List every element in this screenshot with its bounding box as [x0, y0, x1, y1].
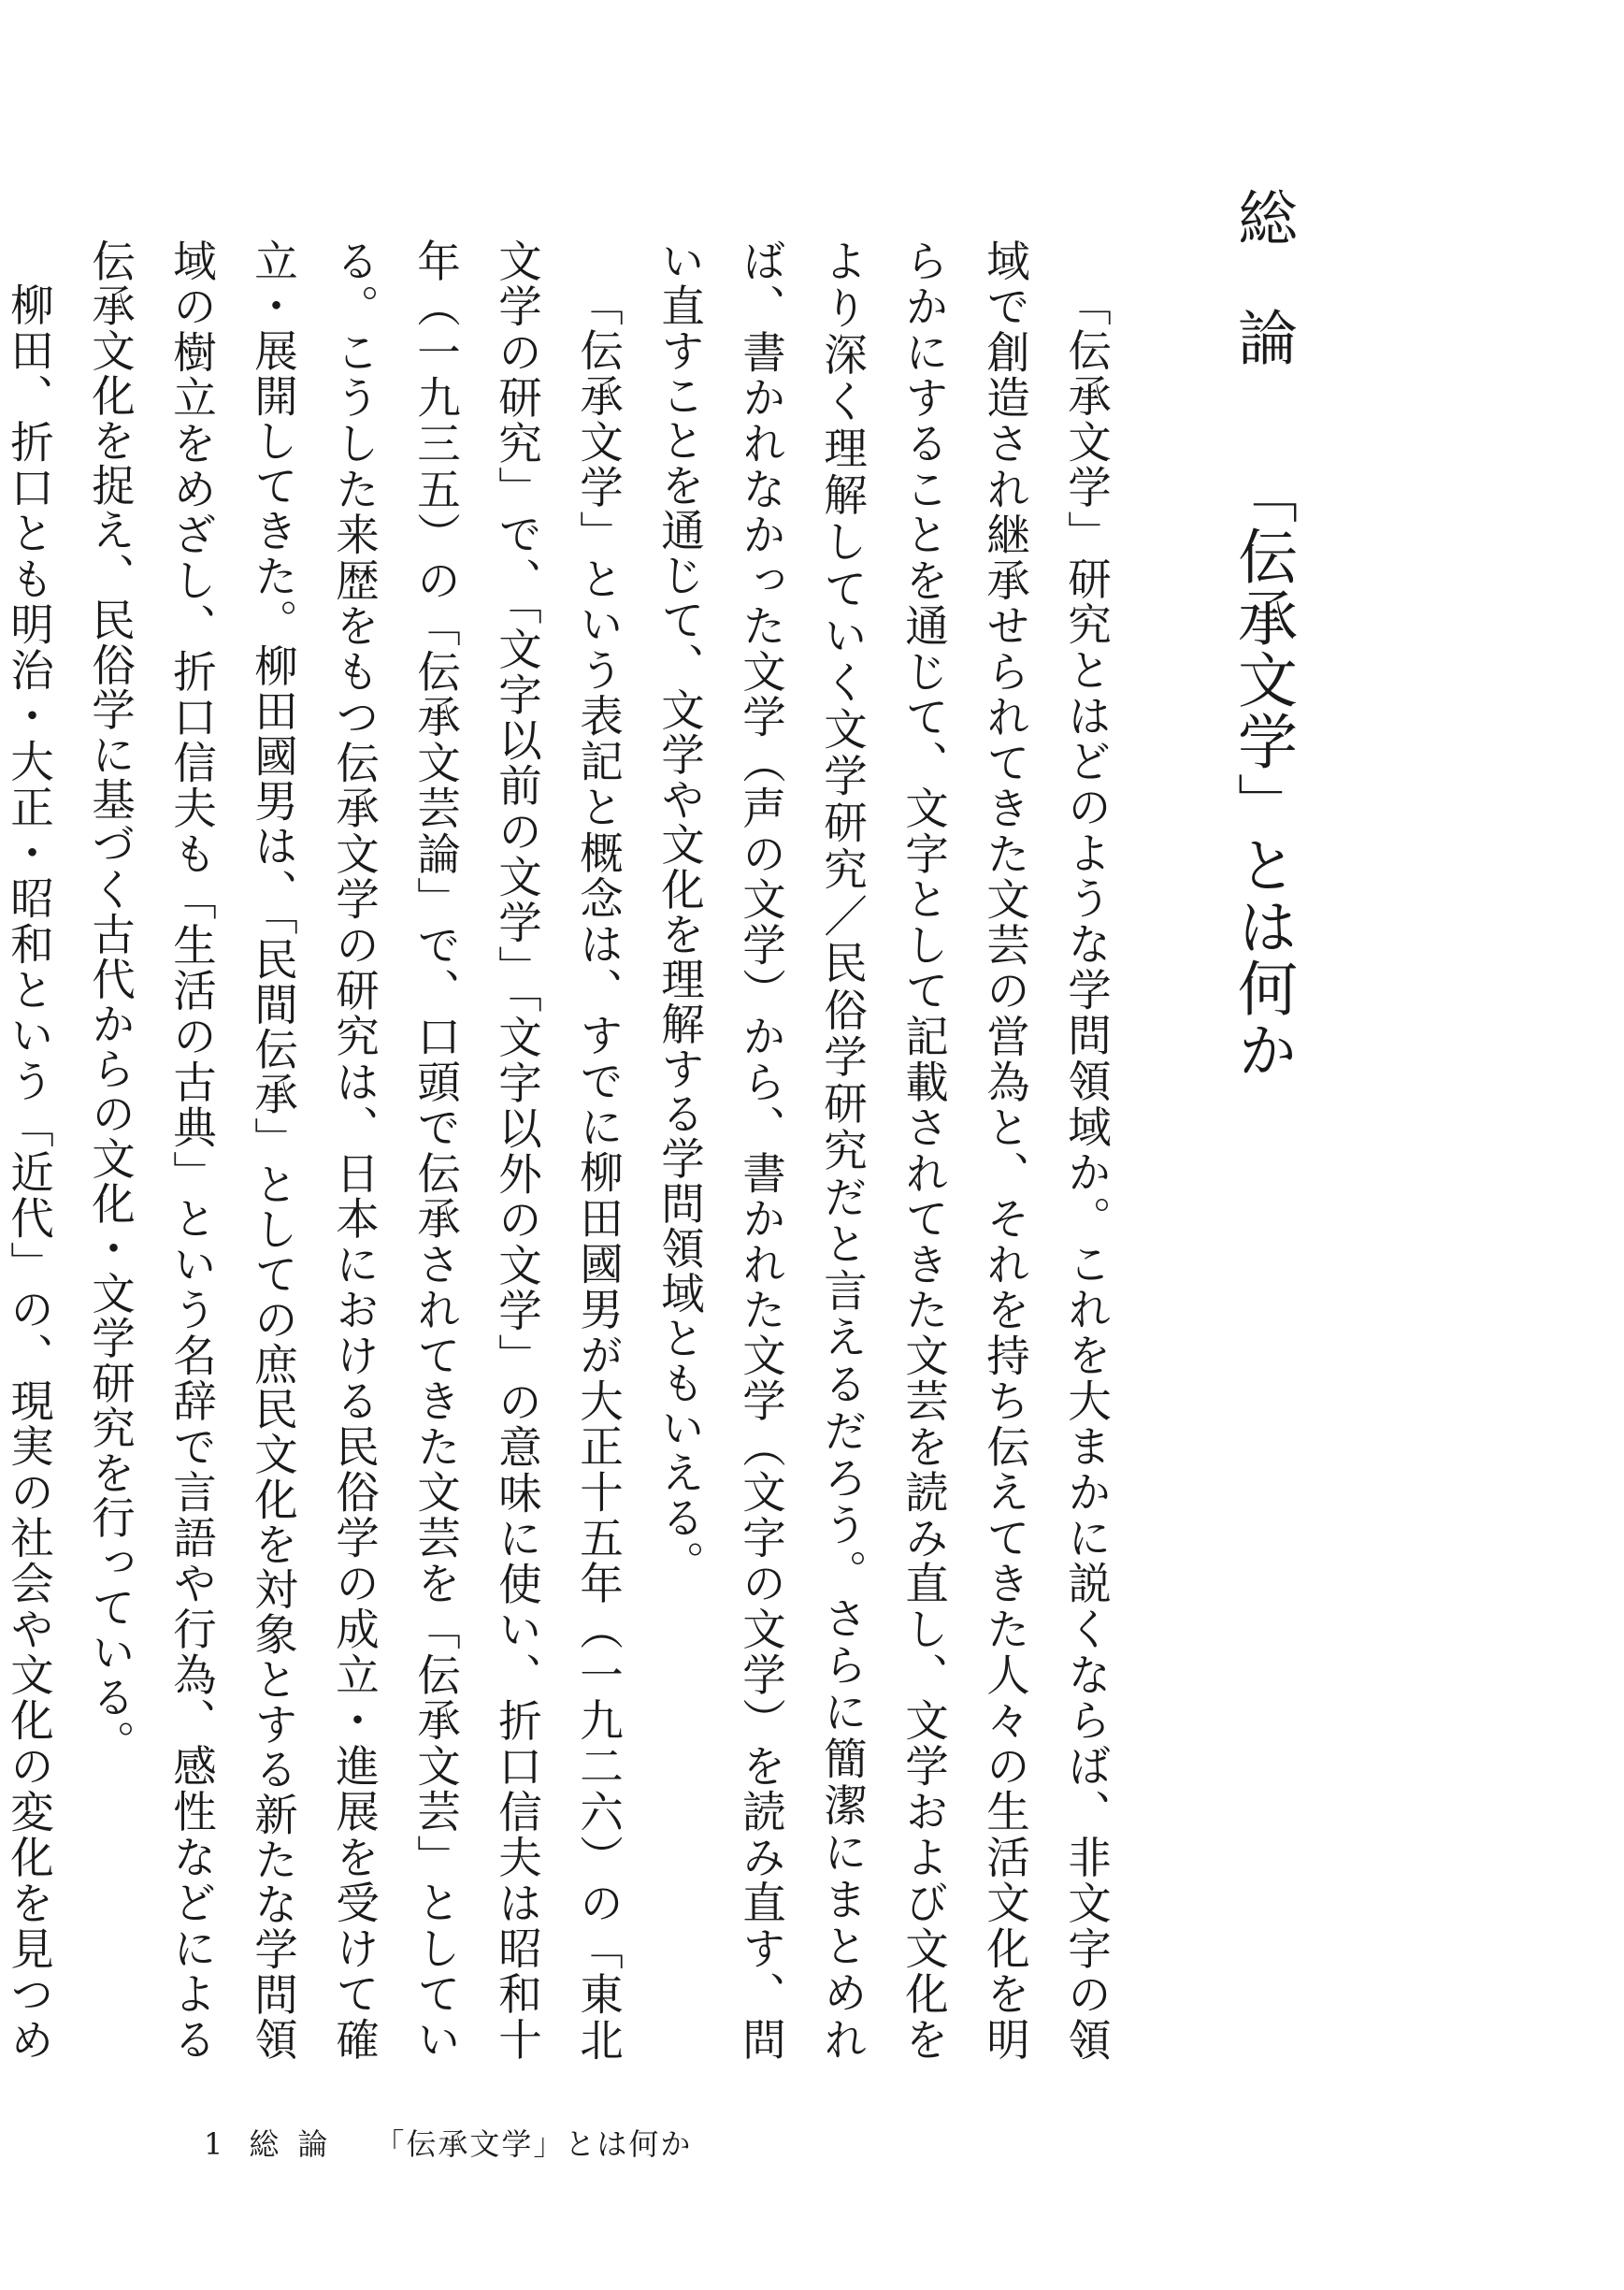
- page-number: 1: [204, 2126, 225, 2162]
- running-footer: [204, 2121, 692, 2164]
- chapter-heading: [1228, 187, 1297, 1081]
- paragraph-3: 柳田、折口とも明治・大正・昭和という「近代」の、現実の社会や文化の変化を見つめ: [4, 281, 54, 2063]
- chapter-title: 「伝承文学」とは何か: [1228, 464, 1297, 1081]
- chapter-label: 総論: [1228, 187, 1297, 426]
- body-text: [4, 238, 1127, 2063]
- paragraph-1: 「伝承文学」研究とはどのような学問領域か。これを大まかに説くならば、非文字の領域で創造され継承せられてきた文芸の営為と、それを持ち伝えてきた人々の生活文化を明らかにすることを通じて、文字として記載されてきた文芸を読み直し、文学および文化をより深く理解していく文学研究／民俗学研究だと言えるだろう。さらに簡潔にまとめれば、書かれなかった文学（声の文学）から、書かれた文学（文字の文学）を読み直す、問い直すことを通じて、文学や文化を理解する学問領域ともいえる。: [654, 238, 1112, 2063]
- paragraph-2: 「伝承文学」という表記と概念は、すでに柳田國男が大正十五年（一九二六）の「東北文学の研究」で、「文字以前の文学」「文字以外の文学」の意味に使い、折口信夫は昭和十年（一九三五）の「伝承文芸論」で、口頭で伝承されてきた文芸を「伝承文芸」としている。こうした来歴をもつ伝承文学の研究は、日本における民俗学の成立・進展を受けて確立・展開してきた。柳田國男は、「民間伝承」としての庶民文化を対象とする新たな学問領域の樹立をめざし、折口信夫も「生活の古典」という名辞で言語や行為、感性などによる伝承文化を捉え、民俗学に基づく古代からの文化・文学研究を行っている。: [85, 238, 624, 2063]
- footer-section-label: 総論: [249, 2126, 347, 2162]
- footer-title: 「伝承文学」とは何か: [374, 2126, 693, 2162]
